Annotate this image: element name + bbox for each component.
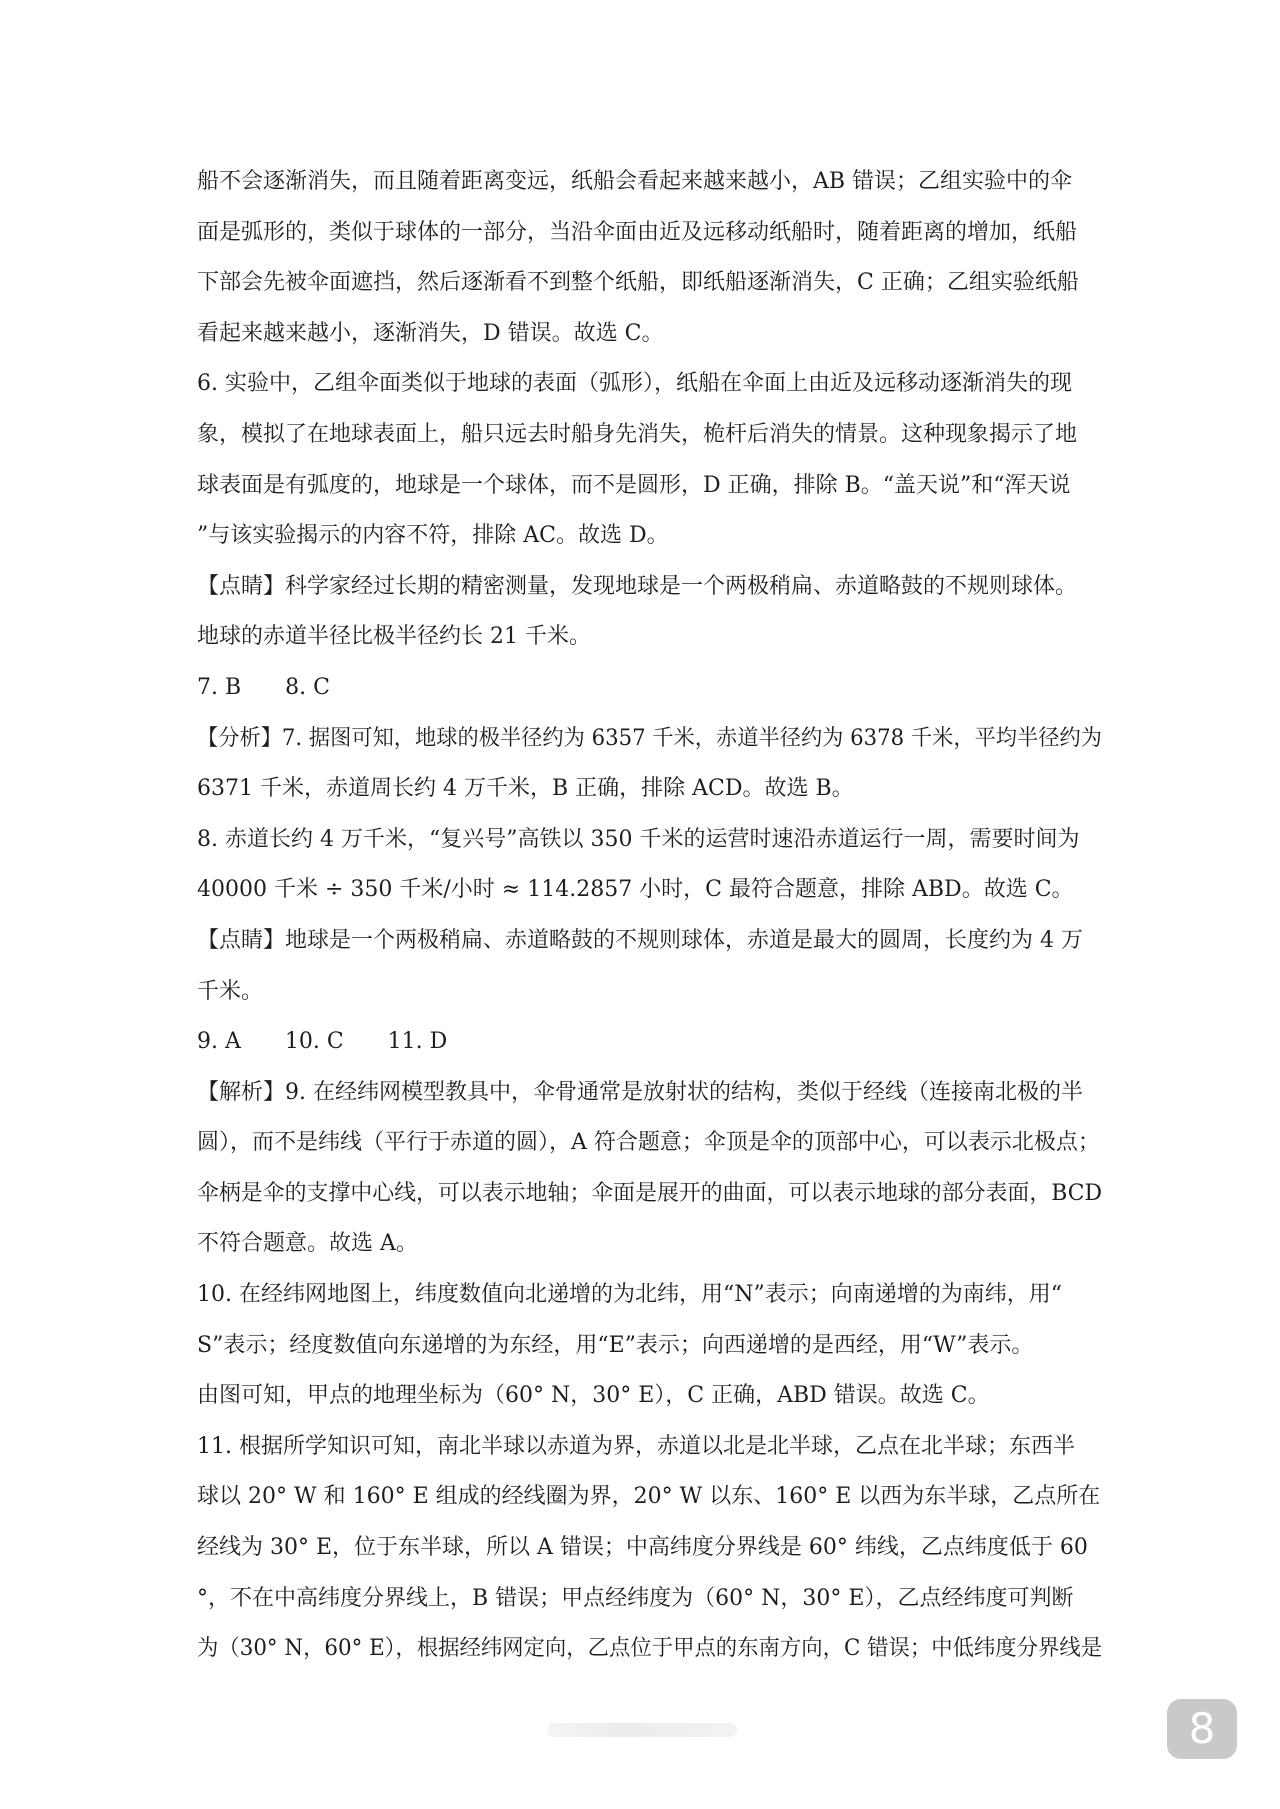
- text-line: 【解析】9. 在经纬网模型教具中，伞骨通常是放射状的结构，类似于经线（连接南北极的半: [197, 1079, 1083, 1105]
- text-line: °，不在中高纬度分界线上，B 错误；甲点经纬度为（60° N，30° E），乙点经纬度可判断: [197, 1585, 1074, 1611]
- text-line: 看起来越来越小，逐渐消失，D 错误。故选 C。: [197, 320, 664, 346]
- text-line: 船不会逐渐消失，而且随着距离变远，纸船会看起来越来越小，AB 错误；乙组实验中的伞: [197, 169, 1073, 194]
- page-number-badge: 8: [1167, 1699, 1237, 1759]
- text-line: 地球的赤道半径比极半径约长 21 千米。: [197, 624, 591, 650]
- text-line: 8. 赤道长约 4 万千米，“复兴号”高铁以 350 千米的运营时速沿赤道运行一周，需要时间为: [197, 826, 1080, 852]
- text-line: 千米。: [197, 978, 264, 1004]
- text-line: 不符合题意。故选 A。: [197, 1231, 418, 1257]
- text-line: 【点睛】科学家经过长期的精密测量，发现地球是一个两极稍扁、赤道略鼓的不规则球体。: [197, 573, 1078, 599]
- text-line: 球以 20° W 和 160° E 组成的经线圈为界，20° W 以东、160° E 以西为东半球，乙点所在: [197, 1484, 1101, 1510]
- text-line: 球表面是有弧度的，地球是一个球体，而不是圆形，D 正确，排除 B。“盖天说”和“浑天说: [197, 472, 1071, 498]
- answer-text-body: [197, 157, 1102, 1675]
- text-line: 为（30° N，60° E），根据经纬网定向，乙点位于甲点的东南方向，C 错误；中低纬度分界线是: [197, 1636, 1103, 1662]
- text-line: 6371 千米，赤道周长约 4 万千米，B 正确，排除 ACD。故选 B。: [197, 776, 854, 802]
- text-line: 由图可知，甲点的地理坐标为（60° N，30° E），C 正确，ABD 错误。故选 C。: [197, 1383, 990, 1409]
- text-line: 10. 在经纬网地图上，纬度数值向北递增的为北纬，用“N”表示；向南递增的为南纬，用“: [197, 1282, 1062, 1308]
- text-line: S”表示；经度数值向东递增的为东经，用“E”表示；向西递增的是西经，用“W”表示。: [197, 1332, 1034, 1358]
- answer-key-line: 7. B 8. C: [197, 674, 330, 700]
- text-line: 伞柄是伞的支撑中心线，可以表示地轴；伞面是展开的曲面，可以表示地球的部分表面，BCD: [197, 1180, 1103, 1206]
- text-line: 面是弧形的，类似于球体的一部分，当沿伞面由近及远移动纸船时，随着距离的增加，纸船: [197, 219, 1078, 245]
- text-line: 下部会先被伞面遮挡，然后逐渐看不到整个纸船，即纸船逐渐消失，C 正确；乙组实验纸船: [197, 270, 1079, 296]
- faint-watermark: [547, 1723, 737, 1737]
- text-line: 经线为 30° E，位于东半球，所以 A 错误；中高纬度分界线是 60° 纬线，乙点纬度低于 60: [197, 1535, 1088, 1561]
- answer-key-line: 9. A 10. C 11. D: [197, 1029, 448, 1055]
- text-line: 圆），而不是纬线（平行于赤道的圆），A 符合题意；伞顶是伞的顶部中心，可以表示北极点；: [197, 1130, 1100, 1156]
- text-line: 象，模拟了在地球表面上，船只远去时船身先消失，桅杆后消失的情景。这种现象揭示了地: [197, 421, 1078, 447]
- text-line: 11. 根据所学知识可知，南北半球以赤道为界，赤道以北是北半球，乙点在北半球；东西半: [197, 1433, 1075, 1459]
- text-line: ”与该实验揭示的内容不符，排除 AC。故选 D。: [197, 523, 669, 549]
- text-line: 【点睛】地球是一个两极稍扁、赤道略鼓的不规则球体，赤道是最大的圆周，长度约为 4 万: [197, 927, 1083, 953]
- text-line: 【分析】7. 据图可知，地球的极半径约为 6357 千米，赤道半径约为 6378 千米，平均半径约为: [197, 725, 1102, 751]
- text-line: 6. 实验中，乙组伞面类似于地球的表面（弧形），纸船在伞面上由近及远移动逐渐消失的现: [197, 371, 1072, 397]
- text-line: 40000 千米 ÷ 350 千米/小时 ≈ 114.2857 小时，C 最符合题意，排除 ABD。故选 C。: [197, 877, 1074, 903]
